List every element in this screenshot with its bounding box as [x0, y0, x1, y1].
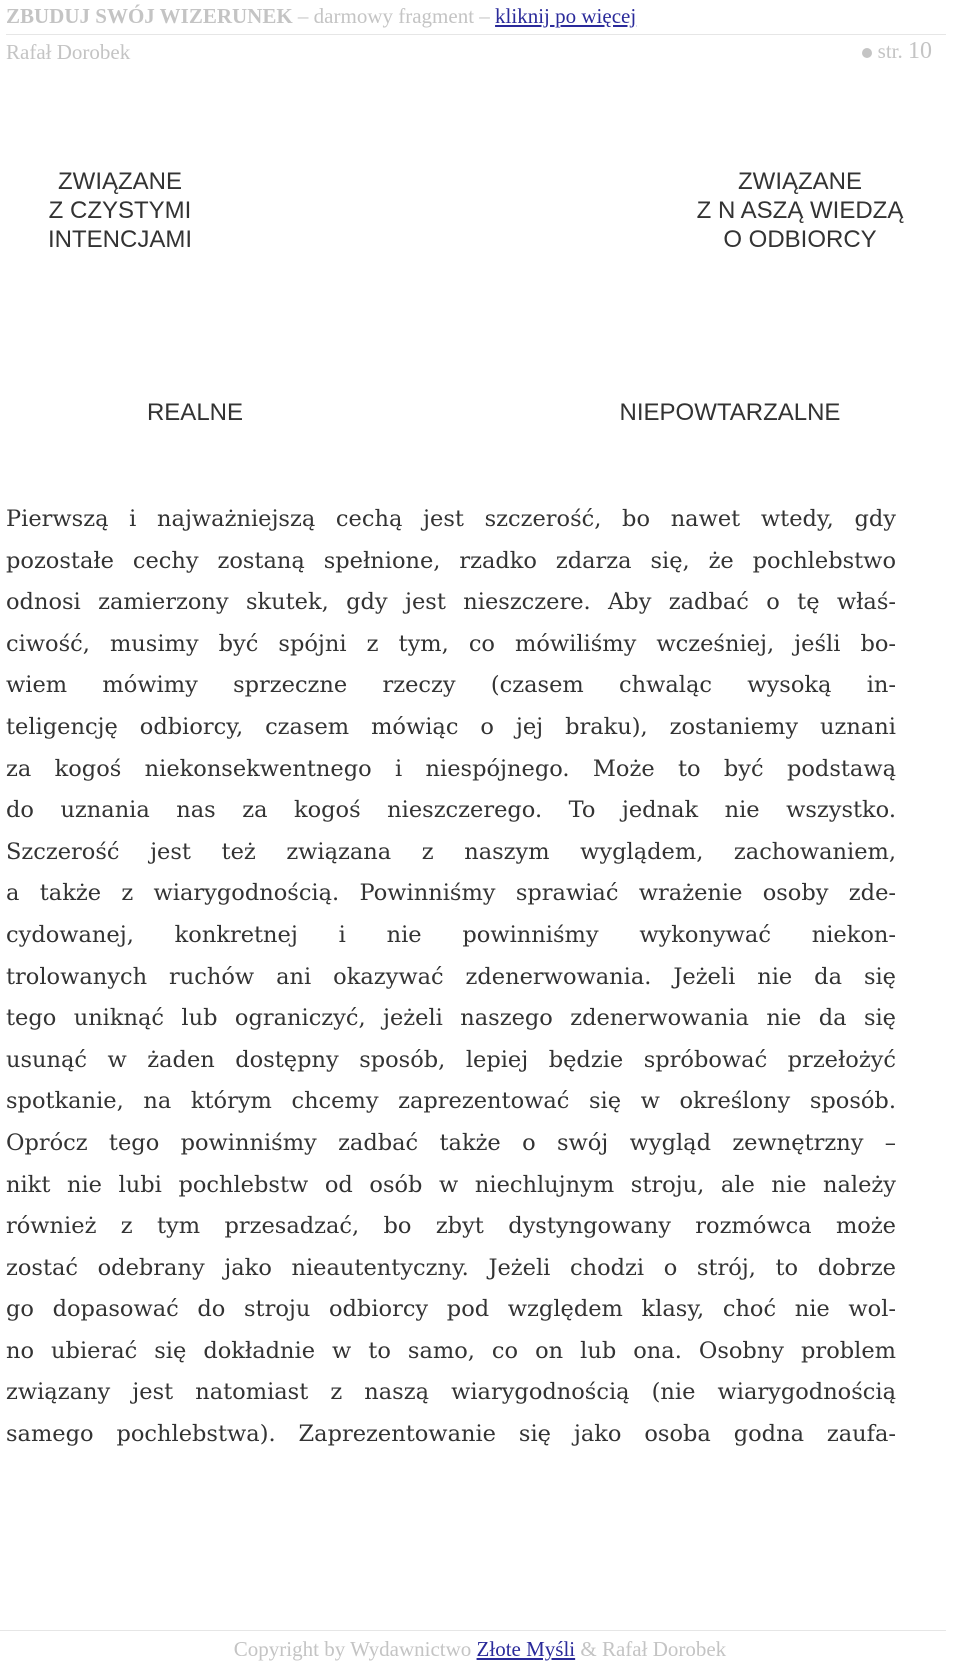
book-title: ZBUDUJ SWÓJ WIZERUNEK	[6, 4, 293, 28]
footer-author: & Rafał Dorobek	[575, 1637, 727, 1661]
text-line: związany jest natomiast z naszą wiarygodnością (nie wiarygodnością	[6, 1379, 896, 1406]
page-indicator	[862, 38, 932, 65]
text-line: tego uniknąć lub ograniczyć, jeżeli naszego zdenerwowania nie da się	[6, 1005, 896, 1032]
text-line: Szczerość jest też związana z naszym wyglądem, zachowaniem,	[6, 838, 896, 865]
header-divider	[6, 34, 946, 35]
diagram-label-audience-knowledge	[690, 167, 910, 254]
text-line: usunąć w żaden dostępny sposób, lepiej będzie spróbować przełożyć	[6, 1046, 896, 1073]
diagram-label-line: ZWIĄZANE	[738, 168, 862, 195]
header-subtitle: – darmowy fragment –	[292, 4, 496, 28]
text-line: go dopasować do stroju odbiorcy pod względem klasy, choć nie wol-	[6, 1296, 896, 1323]
text-line: zostać odebrany jako nieautentyczny. Jeżeli chodzi o strój, to dobrze	[6, 1254, 896, 1281]
body-paragraph	[6, 499, 896, 1456]
more-link[interactable]: kliknij po więcej	[495, 4, 637, 28]
text-line: no ubierać się dokładnie w to samo, co on lub ona. Osobny problem	[6, 1337, 896, 1364]
footer-divider	[0, 1630, 946, 1631]
diagram-label-realistic: REALNE	[146, 399, 244, 426]
header-title-line	[6, 4, 636, 29]
diagram-label-line: Z CZYSTYMI	[48, 197, 192, 224]
diagram-label-line: INTENCJAMI	[48, 226, 192, 253]
bullet-icon	[862, 48, 872, 58]
text-line: do uznania nas za kogoś nieszczerego. To jednak nie wszystko.	[6, 797, 896, 824]
page-prefix: str.	[877, 39, 908, 63]
text-line: również z tym przesadzać, bo zbyt dystyngowany rozmówca może	[6, 1213, 896, 1240]
page-footer	[0, 1637, 960, 1662]
diagram-label-unique: NIEPOWTARZALNE	[619, 399, 841, 426]
text-line: cydowanej, konkretnej i nie powinniśmy wykonywać niekon-	[6, 921, 896, 948]
header-author: Rafał Dorobek	[6, 40, 131, 64]
text-line: Pierwszą i najważniejszą cechą jest szczerość, bo nawet wtedy, gdy	[6, 506, 896, 532]
text-line: teligencję odbiorcy, czasem mówiąc o jej braku), zostaniemy uznani	[6, 713, 896, 740]
text-line: a także z wiarygodnością. Powinniśmy sprawiać wrażenie osoby zde-	[6, 880, 896, 907]
page-number: 10	[908, 38, 932, 64]
text-line: nikt nie lubi pochlebstw od osób w niechlujnym stroju, ale nie należy	[6, 1171, 896, 1198]
diagram-label-line: ZWIĄZANE	[58, 168, 182, 195]
text-line: trolowanych ruchów ani okazywać zdenerwowania. Jeżeli nie da się	[6, 963, 896, 990]
text-line: odnosi zamierzony skutek, gdy jest nieszczere. Aby zadbać o tę właś-	[6, 589, 896, 616]
text-line: samego pochlebstwa). Zaprezentowanie się jako osoba godna zaufa-	[6, 1421, 896, 1448]
diagram-label-pure-intentions	[0, 167, 240, 254]
publisher-link[interactable]: Złote Myśli	[476, 1637, 576, 1661]
text-line: wiem mówimy sprzeczne rzeczy (czasem chwaląc wysoką in-	[6, 672, 896, 699]
diagram-label-line: Z N ASZĄ WIEDZĄ	[696, 197, 904, 224]
text-line: za kogoś niekonsekwentnego i niespójnego. Może to być podstawą	[6, 755, 896, 782]
text-line: pozostałe cechy zostaną spełnione, rzadko zdarza się, że pochlebstwo	[6, 547, 896, 574]
text-line: spotkanie, na którym chcemy zaprezentować się w określony sposób.	[6, 1088, 896, 1115]
diagram-label-line: O ODBIORCY	[723, 226, 877, 253]
footer-copyright: Copyright by Wydawnictwo	[233, 1637, 477, 1661]
text-line: ciwość, musimy być spójni z tym, co mówiliśmy wcześniej, jeśli bo-	[6, 630, 896, 657]
text-line: Oprócz tego powinniśmy zadbać także o swój wygląd zewnętrzny –	[6, 1129, 896, 1156]
